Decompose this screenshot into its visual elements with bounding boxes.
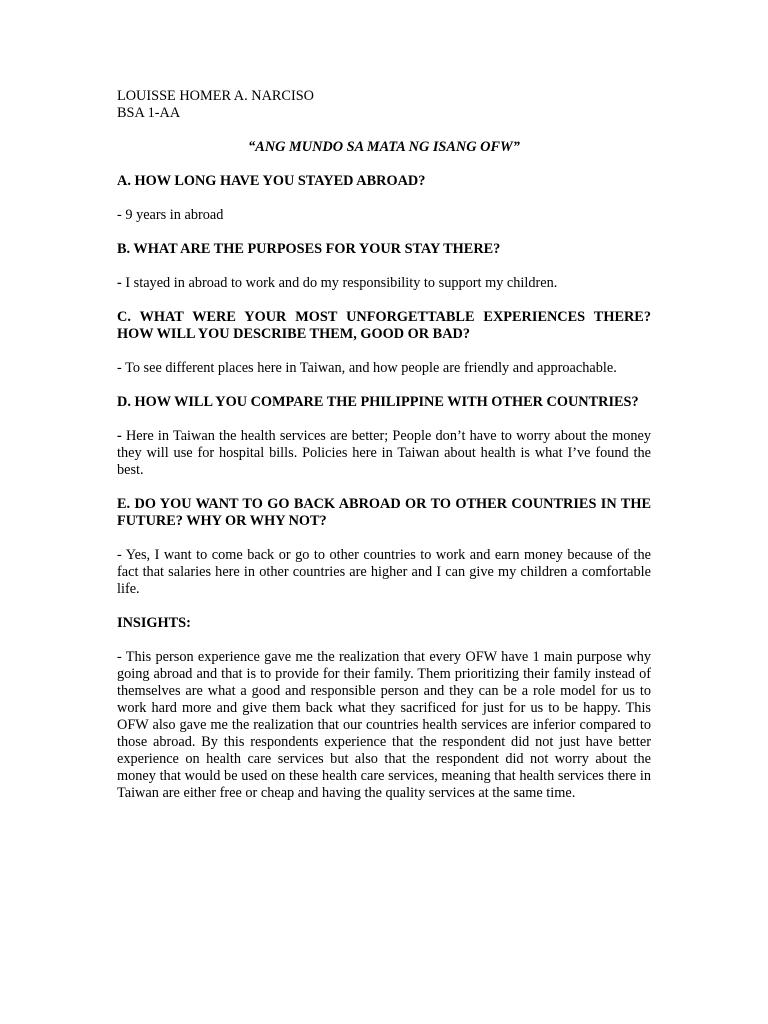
answer-d-dash: - [117, 428, 122, 444]
answer-e [117, 547, 651, 598]
answer-c [117, 360, 651, 377]
answer-b [117, 275, 651, 292]
answer-b-dash: - [117, 275, 122, 291]
question-d: D. HOW WILL YOU COMPARE THE PHILIPPINE WITH OTHER COUNTRIES? [117, 394, 639, 410]
answer-a-text: 9 years in abroad [121, 207, 224, 223]
document-title: “ANG MUNDO SA MATA NG ISANG OFW” [248, 139, 520, 155]
question-c: C. WHAT WERE YOUR MOST UNFORGETTABLE EXPERIENCES THERE? HOW WILL YOU DESCRIBE THEM, GOOD OR BAD? [117, 309, 651, 342]
insights-heading: INSIGHTS: [117, 615, 191, 631]
question-b: B. WHAT ARE THE PURPOSES FOR YOUR STAY THERE? [117, 241, 501, 257]
answer-c-dash: - [117, 360, 122, 376]
answer-d [117, 428, 651, 479]
question-a: A. HOW LONG HAVE YOU STAYED ABROAD? [117, 173, 426, 189]
answer-e-text: Yes, I want to come back or go to other countries to work and earn money because of the fact that salaries here in other countries are higher and I can give my children a comfortable life. [117, 547, 651, 597]
document-page [117, 88, 651, 802]
answer-a-dash: - [117, 207, 122, 223]
answer-d-text: Here in Taiwan the health services are better; People don’t have to worry about the money they will use for hospital bills. Policies here in Taiwan about health is what I’ve found the best. [117, 428, 651, 478]
answer-b-text: I stayed in abroad to work and do my responsibility to support my children. [121, 275, 558, 291]
answer-e-dash: - [117, 547, 122, 563]
author-section: BSA 1-AA [117, 105, 181, 121]
author-name: LOUISSE HOMER A. NARCISO [117, 88, 315, 104]
answer-a [117, 207, 651, 224]
question-e: E. DO YOU WANT TO GO BACK ABROAD OR TO OTHER COUNTRIES IN THE FUTURE? WHY OR WHY NOT? [117, 496, 651, 529]
answer-c-text: To see different places here in Taiwan, and how people are friendly and approachable. [121, 360, 617, 376]
insights-text: - This person experience gave me the realization that every OFW have 1 main purpose why going abroad and that is to provide for their family. Them prioritizing their family instead of themselves are what a good and responsible person and they can be a role model for us to work hard more and give them back what they sacrificed for just for us to be happy. This OFW also gave me the realization that our countries health services are inferior compared to those abroad. By this respondents experience that the respondent did not just have better experience on health care services but also that the respondent did not worry about the money that would be used on these health care services, meaning that health services there in Taiwan are either free or cheap and having the quality services at the same time. [117, 649, 651, 801]
